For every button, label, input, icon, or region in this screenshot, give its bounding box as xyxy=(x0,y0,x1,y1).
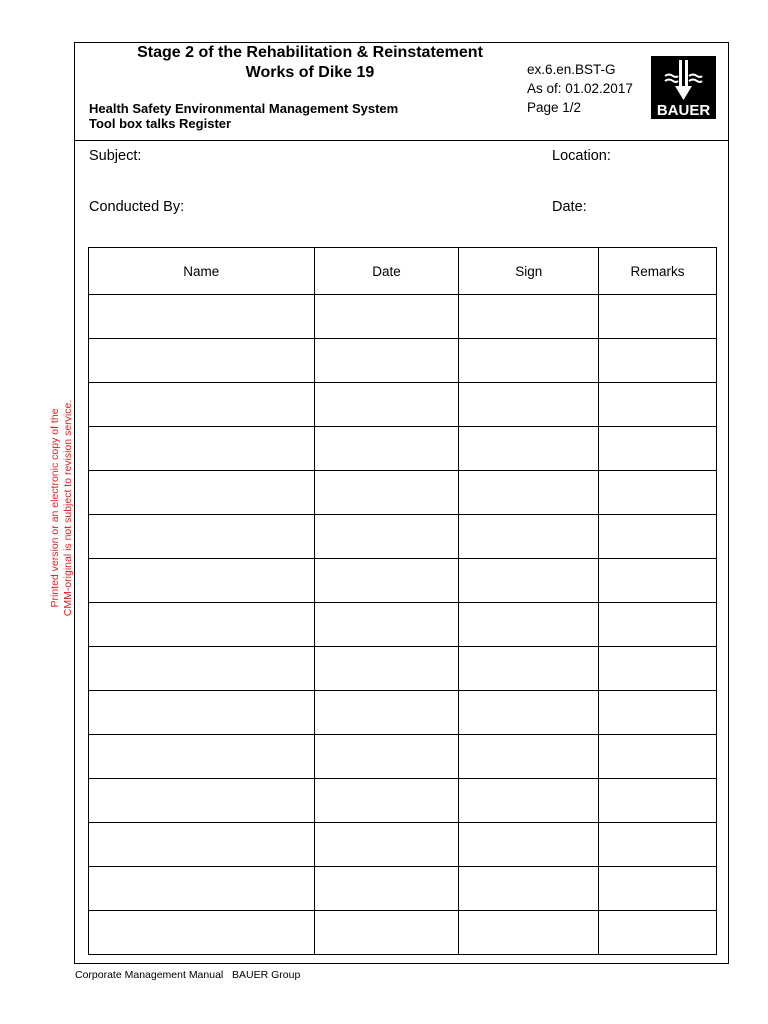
doc-code: ex.6.en.BST-G xyxy=(527,62,616,77)
cell-sign[interactable] xyxy=(459,823,599,867)
cell-name[interactable] xyxy=(89,647,315,691)
cell-date[interactable] xyxy=(314,339,459,383)
cell-date[interactable] xyxy=(314,647,459,691)
cell-sign[interactable] xyxy=(459,735,599,779)
cell-name[interactable] xyxy=(89,471,315,515)
cell-date[interactable] xyxy=(314,383,459,427)
cell-name[interactable] xyxy=(89,559,315,603)
cell-date[interactable] xyxy=(314,867,459,911)
location-label: Location: xyxy=(552,148,611,164)
date-label: Date: xyxy=(552,199,587,215)
cell-sign[interactable] xyxy=(459,867,599,911)
document-title xyxy=(100,43,520,83)
cell-remarks[interactable] xyxy=(599,427,717,471)
cell-remarks[interactable] xyxy=(599,691,717,735)
subject-label: Subject: xyxy=(89,148,142,164)
cell-remarks[interactable] xyxy=(599,559,717,603)
cell-remarks[interactable] xyxy=(599,647,717,691)
bauer-logo xyxy=(651,56,716,119)
table-row xyxy=(89,515,717,559)
cell-date[interactable] xyxy=(314,427,459,471)
table-row xyxy=(89,691,717,735)
cell-date[interactable] xyxy=(314,823,459,867)
cell-name[interactable] xyxy=(89,383,315,427)
cell-remarks[interactable] xyxy=(599,911,717,955)
cell-remarks[interactable] xyxy=(599,735,717,779)
revision-notice xyxy=(49,400,75,617)
subtitle-line-2: Tool box talks Register xyxy=(89,116,232,131)
cell-remarks[interactable] xyxy=(599,295,717,339)
document-subtitle xyxy=(89,101,398,131)
cell-name[interactable] xyxy=(89,515,315,559)
cell-remarks[interactable] xyxy=(599,779,717,823)
table-row xyxy=(89,427,717,471)
register-table xyxy=(88,247,717,955)
cell-name[interactable] xyxy=(89,735,315,779)
cell-sign[interactable] xyxy=(459,911,599,955)
cell-sign[interactable] xyxy=(459,603,599,647)
page-number: Page 1/2 xyxy=(527,100,582,115)
cell-remarks[interactable] xyxy=(599,515,717,559)
cell-date[interactable] xyxy=(314,471,459,515)
cell-name[interactable] xyxy=(89,603,315,647)
cell-date[interactable] xyxy=(314,515,459,559)
cell-sign[interactable] xyxy=(459,339,599,383)
cell-date[interactable] xyxy=(314,691,459,735)
cell-remarks[interactable] xyxy=(599,867,717,911)
table-row xyxy=(89,779,717,823)
cell-sign[interactable] xyxy=(459,515,599,559)
as-of-date: As of: 01.02.2017 xyxy=(527,81,633,96)
cell-sign[interactable] xyxy=(459,383,599,427)
cell-date[interactable] xyxy=(314,603,459,647)
cell-name[interactable] xyxy=(89,779,315,823)
table-row xyxy=(89,383,717,427)
cell-date[interactable] xyxy=(314,295,459,339)
cell-sign[interactable] xyxy=(459,427,599,471)
cell-name[interactable] xyxy=(89,295,315,339)
table-row xyxy=(89,911,717,955)
cell-date[interactable] xyxy=(314,735,459,779)
column-header-date: Date xyxy=(314,248,459,295)
table-row xyxy=(89,295,717,339)
cell-remarks[interactable] xyxy=(599,339,717,383)
cell-remarks[interactable] xyxy=(599,471,717,515)
cell-name[interactable] xyxy=(89,911,315,955)
cell-name[interactable] xyxy=(89,339,315,383)
subtitle-line-1: Health Safety Environmental Management System xyxy=(89,101,399,116)
table-row xyxy=(89,735,717,779)
conducted-by-label: Conducted By: xyxy=(89,199,185,215)
revision-notice-line-2: CMM-original is not subject to revision service. xyxy=(62,399,74,617)
column-header-name: Name xyxy=(89,248,315,295)
table-row xyxy=(89,559,717,603)
cell-sign[interactable] xyxy=(459,647,599,691)
svg-text:BAUER: BAUER xyxy=(656,102,711,119)
cell-sign[interactable] xyxy=(459,471,599,515)
cell-name[interactable] xyxy=(89,867,315,911)
cell-date[interactable] xyxy=(314,911,459,955)
table-row xyxy=(89,603,717,647)
footer: Corporate Management Manual BAUER Group xyxy=(75,969,301,981)
cell-sign[interactable] xyxy=(459,295,599,339)
cell-name[interactable] xyxy=(89,691,315,735)
revision-notice-line-1: Printed version or an electronic copy of the xyxy=(49,408,61,608)
table-row xyxy=(89,471,717,515)
cell-date[interactable] xyxy=(314,559,459,603)
table-row xyxy=(89,339,717,383)
cell-sign[interactable] xyxy=(459,691,599,735)
bauer-arrow-icon xyxy=(651,56,716,119)
table-row xyxy=(89,823,717,867)
title-line-2: Works of Dike 19 xyxy=(245,64,375,81)
cell-sign[interactable] xyxy=(459,559,599,603)
column-header-remarks: Remarks xyxy=(599,248,717,295)
table-row xyxy=(89,867,717,911)
cell-date[interactable] xyxy=(314,779,459,823)
cell-remarks[interactable] xyxy=(599,603,717,647)
cell-remarks[interactable] xyxy=(599,823,717,867)
document-meta xyxy=(527,60,633,117)
title-line-1: Stage 2 of the Rehabilitation & Reinstatement xyxy=(137,44,483,61)
cell-sign[interactable] xyxy=(459,779,599,823)
cell-name[interactable] xyxy=(89,823,315,867)
header-divider xyxy=(74,140,729,141)
table-row xyxy=(89,647,717,691)
cell-name[interactable] xyxy=(89,427,315,471)
cell-remarks[interactable] xyxy=(599,383,717,427)
column-header-sign: Sign xyxy=(459,248,599,295)
